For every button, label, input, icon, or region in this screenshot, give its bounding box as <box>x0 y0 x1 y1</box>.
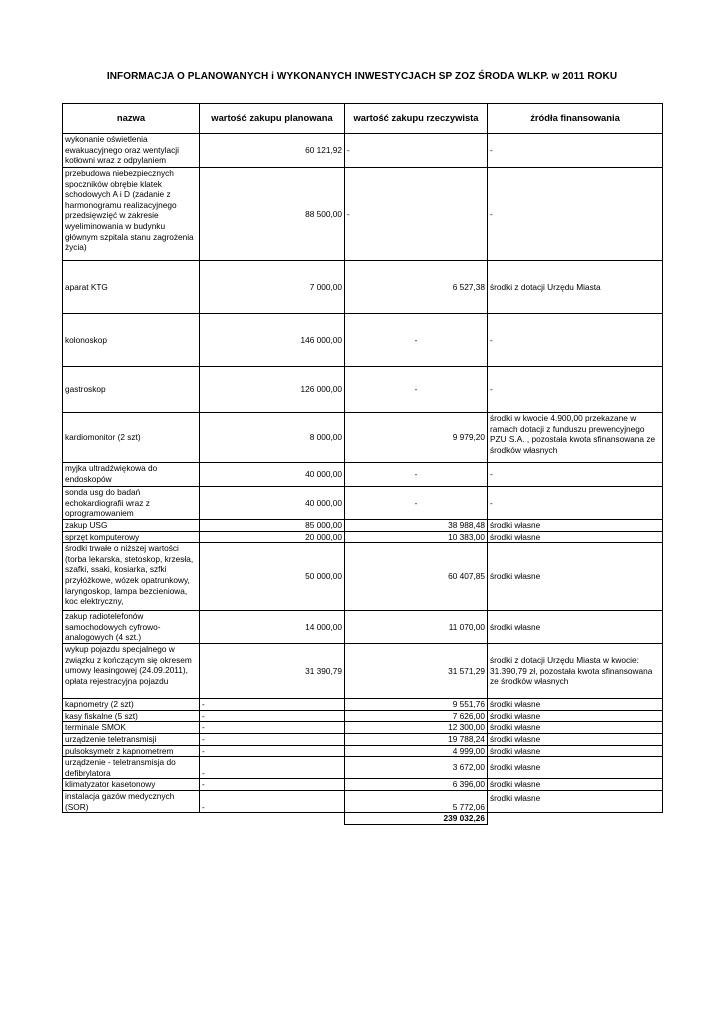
cell-source: środki własne <box>488 745 663 757</box>
cell-source: środki własne <box>488 611 663 644</box>
cell-name: kolonoskop <box>63 314 200 367</box>
table-row <box>63 531 663 543</box>
cell-source: środki własne <box>488 543 663 611</box>
cell-name: instalacja gazów medycznych (SOR) <box>63 790 200 812</box>
cell-planned: - <box>200 733 345 745</box>
cell-planned: 40 000,00 <box>200 487 345 520</box>
cell-planned: 50 000,00 <box>200 543 345 611</box>
table-row <box>63 722 663 734</box>
cell-name: myjka ultradźwiękowa do endoskopów <box>63 463 200 487</box>
cell-planned: 40 000,00 <box>200 463 345 487</box>
cell-actual: 19 788,24 <box>345 733 488 745</box>
table-row <box>63 757 663 779</box>
cell-source: środki w kwocie 4.900,00 przekazane w ramach dotacji z funduszu prewencyjnego PZU S.A. , pozostała kwota sfinansowana ze środków własnych <box>488 413 663 463</box>
table-row <box>63 543 663 611</box>
table-row <box>63 413 663 463</box>
cell-name: kasy fiskalne (5 szt) <box>63 710 200 722</box>
cell-planned: 20 000,00 <box>200 531 345 543</box>
cell-name: kardiomonitor (2 szt) <box>63 413 200 463</box>
cell-source: środki własne <box>488 531 663 543</box>
total-row <box>63 813 663 825</box>
cell-actual: - <box>345 168 488 261</box>
cell-name: terminale SMOK <box>63 722 200 734</box>
table-row <box>63 487 663 520</box>
cell-name: sprzęt komputerowy <box>63 531 200 543</box>
cell-source: - <box>488 463 663 487</box>
cell-source: środki własne <box>488 779 663 791</box>
cell-name: wykup pojazdu specjalnego w związku z kończącym się okresem umowy leasingowej (24.09.2011), opłata rejestracyjna pojazdu <box>63 644 200 699</box>
cell-planned: - <box>200 710 345 722</box>
table-row <box>63 463 663 487</box>
cell-source: środki własne <box>488 757 663 779</box>
table-row <box>63 699 663 711</box>
cell-actual: 31 571,29 <box>345 644 488 699</box>
investments-table <box>62 103 663 825</box>
cell-planned: 126 000,00 <box>200 367 345 413</box>
header-source: źródła finansowania <box>488 104 663 134</box>
header-actual: wartość zakupu rzeczywista <box>345 104 488 134</box>
cell-source: środki własne <box>488 722 663 734</box>
cell-actual: - <box>345 487 488 520</box>
table-row <box>63 745 663 757</box>
table-row <box>63 367 663 413</box>
cell-actual: 9 979,20 <box>345 413 488 463</box>
cell-source: środki własne <box>488 790 663 812</box>
cell-planned: - <box>200 745 345 757</box>
cell-source: środki własne <box>488 520 663 532</box>
cell-planned: 14 000,00 <box>200 611 345 644</box>
cell-name: gastroskop <box>63 367 200 413</box>
cell-name: zakup radiotelefonów samochodowych cyfrowo-analogowych (4 szt.) <box>63 611 200 644</box>
cell-planned: 7 000,00 <box>200 261 345 314</box>
cell-name: sonda usg do badań echokardiografii wraz z oprogramowaniem <box>63 487 200 520</box>
cell-source: środki z dotacji Urzędu Miasta w kwocie: 31.390,79 zł, pozostała kwota sfinansowana ze środków własnych <box>488 644 663 699</box>
cell-name: urządzenie teletransmisji <box>63 733 200 745</box>
cell-actual: - <box>345 463 488 487</box>
cell-planned: - <box>200 699 345 711</box>
cell-actual: 9 551,76 <box>345 699 488 711</box>
cell-name: zakup USG <box>63 520 200 532</box>
table-row <box>63 168 663 261</box>
cell-source: - <box>488 487 663 520</box>
table-header-row <box>63 104 663 134</box>
cell-source: - <box>488 168 663 261</box>
cell-planned: 146 000,00 <box>200 314 345 367</box>
cell-planned: 88 500,00 <box>200 168 345 261</box>
cell-name: aparat KTG <box>63 261 200 314</box>
table-row <box>63 644 663 699</box>
cell-planned: - <box>200 722 345 734</box>
cell-actual: 6 396,00 <box>345 779 488 791</box>
table-row <box>63 261 663 314</box>
cell-planned: - <box>200 779 345 791</box>
cell-name: kapnometry (2 szt) <box>63 699 200 711</box>
cell-actual: 7 626,00 <box>345 710 488 722</box>
table-row <box>63 779 663 791</box>
cell-actual: - <box>345 134 488 168</box>
cell-planned: 8 000,00 <box>200 413 345 463</box>
cell-source: - <box>488 314 663 367</box>
total-value: 239 032,26 <box>345 813 488 825</box>
table-row <box>63 134 663 168</box>
cell-planned: 31 390,79 <box>200 644 345 699</box>
cell-source: - <box>488 367 663 413</box>
cell-name: wykonanie oświetlenia ewakuacyjnego oraz wentylacji kotłowni wraz z odpylaniem <box>63 134 200 168</box>
table-row <box>63 520 663 532</box>
cell-name: pulsoksymetr z kapnometrem <box>63 745 200 757</box>
table-row <box>63 790 663 812</box>
cell-planned: 60 121,92 <box>200 134 345 168</box>
cell-actual: 60 407,85 <box>345 543 488 611</box>
cell-planned: - <box>200 790 345 812</box>
cell-source: środki własne <box>488 699 663 711</box>
cell-name: klimatyzator kasetonowy <box>63 779 200 791</box>
table-row <box>63 314 663 367</box>
cell-source: środki z dotacji Urzędu Miasta <box>488 261 663 314</box>
cell-planned: - <box>200 757 345 779</box>
cell-name: przebudowa niebezpiecznych spoczników obrębie klatek schodowych A i D (zadanie z harmonogramu realizacyjnego przedsięwzięć w zakresie wyeliminowania w budynku głównym szpitala stanu zagrożenia życia) <box>63 168 200 261</box>
cell-actual: 4 999,00 <box>345 745 488 757</box>
cell-actual: 3 672,00 <box>345 757 488 779</box>
table-row <box>63 733 663 745</box>
cell-actual: 5 772,06 <box>345 790 488 812</box>
header-planned: wartość zakupu planowana <box>200 104 345 134</box>
cell-source: środki własne <box>488 733 663 745</box>
cell-name: środki trwałe o niższej wartości (torba lekarska, stetoskop, krzesła, szafki, ssaki, kosiarka, szfki przyłóżkowe, wózek opatrunkowy, laryngoskop, lampa bezcieniowa, koc elektryczny, <box>63 543 200 611</box>
cell-actual: 6 527,38 <box>345 261 488 314</box>
cell-actual: 38 988,48 <box>345 520 488 532</box>
cell-actual: - <box>345 314 488 367</box>
header-name: nazwa <box>63 104 200 134</box>
cell-planned: 85 000,00 <box>200 520 345 532</box>
cell-actual: 12 300,00 <box>345 722 488 734</box>
cell-source: - <box>488 134 663 168</box>
cell-actual: 10 383,00 <box>345 531 488 543</box>
document-title: INFORMACJA O PLANOWANYCH i WYKONANYCH INWESTYCJACH SP ZOZ ŚRODA WLKP. w 2011 ROKU <box>106 71 618 82</box>
table-row <box>63 710 663 722</box>
cell-name: urządzenie - teletransmisja do defibrylatora <box>63 757 200 779</box>
table-row <box>63 611 663 644</box>
cell-actual: 11 070,00 <box>345 611 488 644</box>
cell-source: środki własne <box>488 710 663 722</box>
cell-actual: - <box>345 367 488 413</box>
